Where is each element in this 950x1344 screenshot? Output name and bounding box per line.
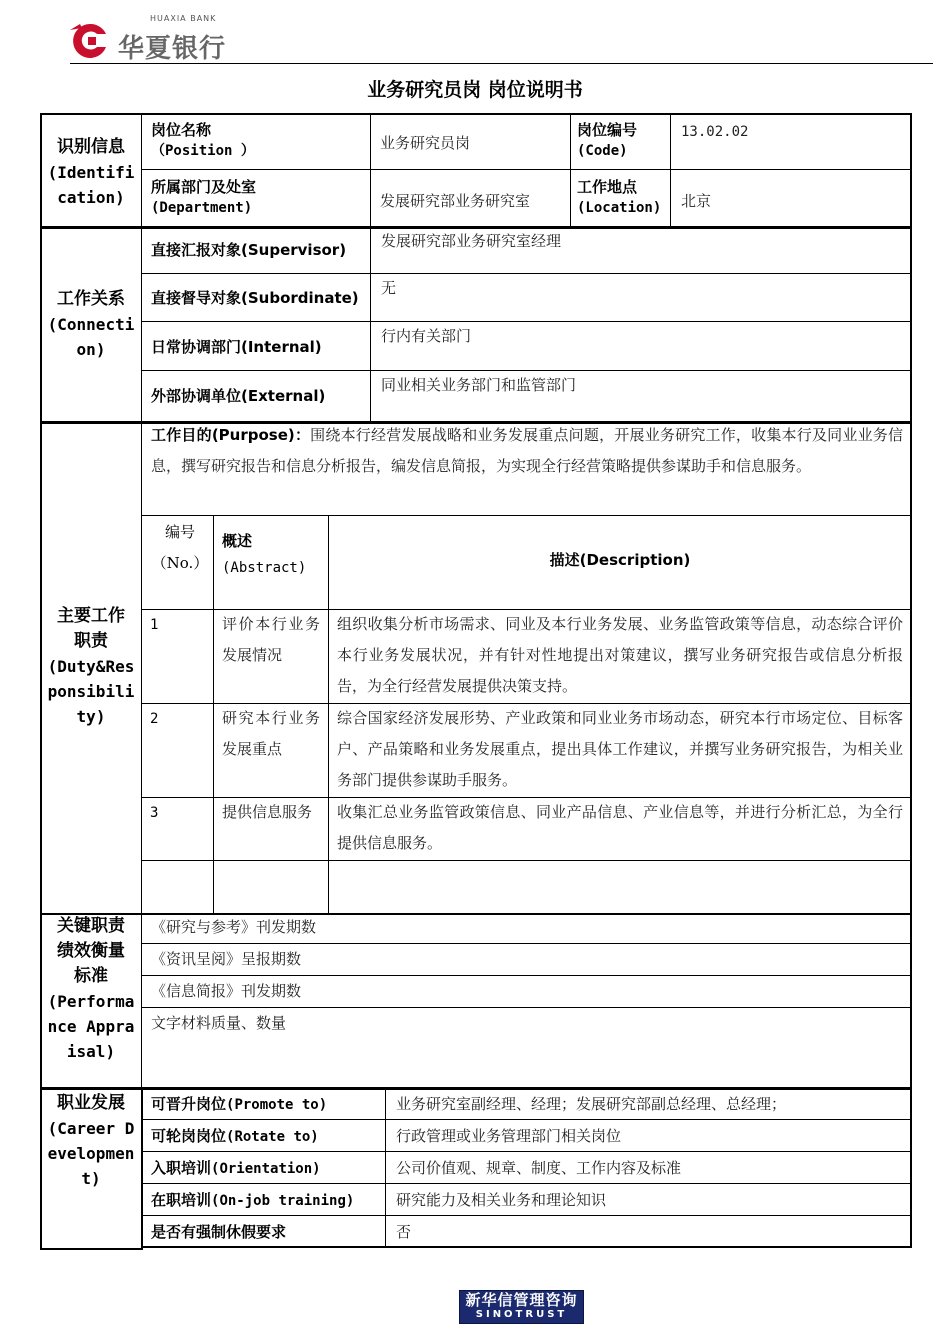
identification-heading: 识别信息 (Identification) xyxy=(47,137,135,207)
position-name-value: 业务研究员岗 xyxy=(380,134,471,152)
internal-value: 行内有关部门 xyxy=(381,327,472,345)
supervisor-label: 直接汇报对象(Supervisor) xyxy=(151,241,347,259)
performance-item-4: 文字材料质量、数量 xyxy=(151,1014,287,1032)
mandatory-leave-value: 否 xyxy=(396,1223,412,1241)
onjob-training-label: 在职培训(On-job training) xyxy=(151,1191,355,1209)
promote-label: 可晋升岗位(Promote to) xyxy=(151,1095,328,1113)
duty-1-abstract: 评价本行业务发展情况 xyxy=(222,615,320,664)
performance-heading: 关键职责绩效衡量标准 (Performance Appraisal) xyxy=(47,916,135,1061)
orientation-label: 入职培训(Orientation) xyxy=(151,1159,321,1177)
position-name-label: 岗位名称 （Position ） xyxy=(151,121,255,160)
internal-label: 日常协调部门(Internal) xyxy=(151,338,322,356)
col-no-header: 编号（No.） xyxy=(151,523,209,572)
performance-item-3: 《信息简报》刊发期数 xyxy=(151,982,302,1000)
huaxia-bank-logo-icon xyxy=(68,20,112,62)
onjob-training-value: 研究能力及相关业务和理论知识 xyxy=(396,1191,607,1209)
duty-2-description: 综合国家经济发展形势、产业政策和同业业务市场动态，研究本行市场定位、目标客户、产品策略和业务发展重点，提出具体工作建议，并撰写业务研究报告，为相关业务部门提供参谋助手服务。 xyxy=(337,709,903,789)
performance-item-2: 《资讯呈阅》呈报期数 xyxy=(151,950,302,968)
connection-heading: 工作关系 (Connection) xyxy=(47,289,135,359)
duty-1-no: 1 xyxy=(150,617,159,633)
location-value: 北京 xyxy=(681,192,712,210)
col-description-header: 描述(Description) xyxy=(549,551,691,569)
sinotrust-name-en: SINOTRUST xyxy=(475,1309,568,1320)
promote-value: 业务研究室副经理、经理；发展研究部副总经理、总经理； xyxy=(396,1095,787,1113)
bank-logo xyxy=(68,13,227,64)
sinotrust-logo xyxy=(459,1290,584,1324)
external-value: 同业相关业务部门和监管部门 xyxy=(381,376,577,394)
subordinate-label: 直接督导对象(Subordinate) xyxy=(151,289,359,307)
duty-3-no: 3 xyxy=(150,805,159,821)
duty-3-description: 收集汇总业务监管政策信息、同业产品信息、产业信息等，并进行分析汇总，为全行提供信息服务。 xyxy=(337,803,903,852)
bank-name-en: HUAXIA BANK xyxy=(150,13,217,23)
duty-3-abstract: 提供信息服务 xyxy=(222,803,313,821)
header-divider xyxy=(70,63,933,64)
code-label: 岗位编号 (Code) xyxy=(577,121,638,160)
job-description-form xyxy=(40,113,912,1250)
rotate-value: 行政管理或业务管理部门相关岗位 xyxy=(396,1127,622,1145)
duty-2-abstract: 研究本行业务发展重点 xyxy=(222,709,320,758)
department-value: 发展研究部业务研究室 xyxy=(380,192,531,210)
bank-name-cn: 华夏银行 xyxy=(118,33,227,64)
subordinate-value: 无 xyxy=(381,279,397,297)
duty-2-no: 2 xyxy=(150,711,159,727)
purpose-label: 工作目的(Purpose)： xyxy=(151,426,311,444)
external-label: 外部协调单位(External) xyxy=(151,387,326,405)
department-label: 所属部门及处室 (Department) xyxy=(151,178,257,217)
duty-heading: 主要工作职责 (Duty&Responsibility) xyxy=(47,606,135,726)
career-heading: 职业发展 (Career Development) xyxy=(47,1093,135,1188)
performance-item-1: 《研究与参考》刊发期数 xyxy=(151,918,317,936)
col-abstract-header: 概述 (Abstract) xyxy=(222,532,307,577)
document-title: 业务研究员岗 岗位说明书 xyxy=(367,79,583,101)
code-value: 13.02.02 xyxy=(681,124,749,140)
purpose-text: 围绕本行经营发展战略和业务发展重点问题，开展业务研究工作，收集本行及同业业务信息，撰写研究报告和信息分析报告，编发信息简报，为实现全行经营策略提供参谋助手和信息服务。 xyxy=(151,426,903,475)
rotate-label: 可轮岗岗位(Rotate to) xyxy=(151,1127,319,1145)
work-purpose xyxy=(151,420,903,482)
orientation-value: 公司价值观、规章、制度、工作内容及标准 xyxy=(396,1159,682,1177)
page-header xyxy=(0,0,950,70)
duty-1-description: 组织收集分析市场需求、同业及本行业务发展、业务监管政策等信息，动态综合评价本行业务发展状况，并有针对性地提出对策建议，撰写业务研究报告或信息分析报告，为全行经营发展提供决策支持。 xyxy=(337,615,903,695)
supervisor-value: 发展研究部业务研究室经理 xyxy=(381,232,562,250)
location-label: 工作地点 (Location) xyxy=(577,178,662,217)
sinotrust-name-cn: 新华信管理咨询 xyxy=(465,1291,578,1309)
performance-section xyxy=(40,913,912,1090)
mandatory-leave-label: 是否有强制休假要求 xyxy=(151,1223,287,1241)
